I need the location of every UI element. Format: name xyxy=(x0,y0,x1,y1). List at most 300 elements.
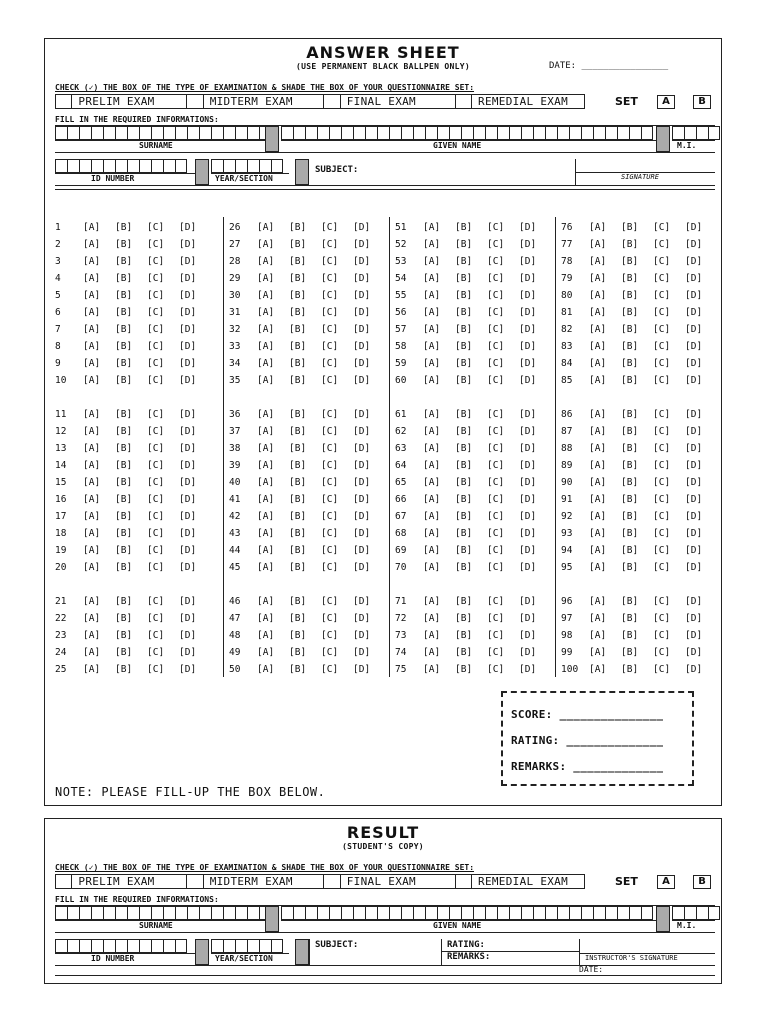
choice-bubble[interactable]: [C] xyxy=(321,460,339,471)
choice-bubble[interactable]: [C] xyxy=(487,324,505,335)
choice-bubble[interactable]: [C] xyxy=(321,256,339,267)
choice-bubble[interactable]: [D] xyxy=(685,358,703,369)
choice-bubble[interactable]: [D] xyxy=(685,239,703,250)
choice-bubble[interactable]: [C] xyxy=(147,494,165,505)
choice-bubble[interactable]: [B] xyxy=(455,528,473,539)
result-exam-checkbox-remedial[interactable] xyxy=(455,875,472,888)
choice-bubble[interactable]: [C] xyxy=(487,562,505,573)
result-surname-boxes[interactable] xyxy=(55,906,271,920)
choice-bubble[interactable]: [D] xyxy=(179,613,197,624)
choice-bubble[interactable]: [A] xyxy=(423,222,441,233)
choice-bubble[interactable]: [D] xyxy=(519,511,537,522)
choice-bubble[interactable]: [A] xyxy=(423,443,441,454)
set-box-b[interactable]: B xyxy=(693,95,711,109)
choice-bubble[interactable]: [D] xyxy=(353,630,371,641)
choice-bubble[interactable]: [C] xyxy=(147,647,165,658)
choice-bubble[interactable]: [B] xyxy=(289,528,307,539)
choice-bubble[interactable]: [A] xyxy=(423,630,441,641)
result-given-name-boxes[interactable] xyxy=(281,906,653,920)
choice-bubble[interactable]: [D] xyxy=(519,545,537,556)
choice-bubble[interactable]: [C] xyxy=(147,375,165,386)
exam-checkbox-prelim[interactable] xyxy=(56,95,72,108)
choice-bubble[interactable]: [A] xyxy=(423,409,441,420)
choice-bubble[interactable]: [D] xyxy=(179,511,197,522)
choice-bubble[interactable]: [C] xyxy=(487,426,505,437)
choice-bubble[interactable]: [A] xyxy=(589,256,607,267)
choice-bubble[interactable]: [A] xyxy=(83,460,101,471)
choice-bubble[interactable]: [D] xyxy=(519,358,537,369)
choice-bubble[interactable]: [B] xyxy=(289,426,307,437)
choice-bubble[interactable]: [D] xyxy=(353,647,371,658)
choice-bubble[interactable]: [C] xyxy=(653,222,671,233)
choice-bubble[interactable]: [C] xyxy=(487,596,505,607)
choice-bubble[interactable]: [A] xyxy=(423,256,441,267)
choice-bubble[interactable]: [A] xyxy=(83,307,101,318)
choice-bubble[interactable]: [A] xyxy=(589,664,607,675)
choice-bubble[interactable]: [C] xyxy=(487,545,505,556)
choice-bubble[interactable]: [A] xyxy=(589,409,607,420)
choice-bubble[interactable]: [B] xyxy=(621,324,639,335)
choice-bubble[interactable]: [C] xyxy=(147,630,165,641)
choice-bubble[interactable]: [B] xyxy=(455,358,473,369)
choice-bubble[interactable]: [D] xyxy=(179,324,197,335)
choice-bubble[interactable]: [B] xyxy=(455,290,473,301)
choice-bubble[interactable]: [C] xyxy=(147,664,165,675)
given-name-boxes[interactable] xyxy=(281,126,653,140)
choice-bubble[interactable]: [D] xyxy=(685,477,703,488)
choice-bubble[interactable]: [B] xyxy=(621,341,639,352)
choice-bubble[interactable]: [D] xyxy=(519,409,537,420)
choice-bubble[interactable]: [B] xyxy=(455,409,473,420)
choice-bubble[interactable]: [C] xyxy=(321,528,339,539)
choice-bubble[interactable]: [A] xyxy=(83,494,101,505)
choice-bubble[interactable]: [B] xyxy=(621,358,639,369)
remarks-field[interactable]: REMARKS: _____________ xyxy=(511,760,664,773)
choice-bubble[interactable]: [D] xyxy=(685,664,703,675)
choice-bubble[interactable]: [C] xyxy=(653,477,671,488)
choice-bubble[interactable]: [B] xyxy=(455,375,473,386)
choice-bubble[interactable]: [A] xyxy=(589,324,607,335)
choice-bubble[interactable]: [A] xyxy=(257,307,275,318)
choice-bubble[interactable]: [D] xyxy=(353,358,371,369)
choice-bubble[interactable]: [A] xyxy=(257,443,275,454)
choice-bubble[interactable]: [D] xyxy=(685,528,703,539)
choice-bubble[interactable]: [B] xyxy=(455,443,473,454)
choice-bubble[interactable]: [B] xyxy=(621,630,639,641)
choice-bubble[interactable]: [A] xyxy=(423,528,441,539)
choice-bubble[interactable]: [A] xyxy=(423,460,441,471)
choice-bubble[interactable]: [A] xyxy=(257,375,275,386)
choice-bubble[interactable]: [C] xyxy=(653,426,671,437)
choice-bubble[interactable]: [A] xyxy=(423,647,441,658)
choice-bubble[interactable]: [B] xyxy=(289,324,307,335)
choice-bubble[interactable]: [D] xyxy=(519,647,537,658)
choice-bubble[interactable]: [B] xyxy=(455,494,473,505)
choice-bubble[interactable]: [B] xyxy=(621,443,639,454)
choice-bubble[interactable]: [C] xyxy=(487,222,505,233)
id-number-boxes[interactable] xyxy=(55,159,187,173)
choice-bubble[interactable]: [B] xyxy=(289,409,307,420)
choice-bubble[interactable]: [C] xyxy=(487,613,505,624)
choice-bubble[interactable]: [B] xyxy=(289,307,307,318)
choice-bubble[interactable]: [C] xyxy=(147,528,165,539)
choice-bubble[interactable]: [A] xyxy=(83,545,101,556)
choice-bubble[interactable]: [A] xyxy=(589,358,607,369)
choice-bubble[interactable]: [C] xyxy=(653,409,671,420)
choice-bubble[interactable]: [D] xyxy=(353,494,371,505)
choice-bubble[interactable]: [A] xyxy=(257,613,275,624)
choice-bubble[interactable]: [C] xyxy=(653,341,671,352)
choice-bubble[interactable]: [A] xyxy=(257,273,275,284)
choice-bubble[interactable]: [B] xyxy=(621,239,639,250)
choice-bubble[interactable]: [B] xyxy=(115,545,133,556)
choice-bubble[interactable]: [A] xyxy=(83,239,101,250)
choice-bubble[interactable]: [A] xyxy=(423,511,441,522)
choice-bubble[interactable]: [B] xyxy=(621,460,639,471)
choice-bubble[interactable]: [A] xyxy=(257,596,275,607)
choice-bubble[interactable]: [D] xyxy=(353,324,371,335)
choice-bubble[interactable]: [B] xyxy=(115,290,133,301)
choice-bubble[interactable]: [D] xyxy=(353,273,371,284)
choice-bubble[interactable]: [D] xyxy=(519,341,537,352)
choice-bubble[interactable]: [A] xyxy=(83,528,101,539)
year-section-boxes[interactable] xyxy=(211,159,283,173)
choice-bubble[interactable]: [C] xyxy=(653,613,671,624)
choice-bubble[interactable]: [C] xyxy=(147,562,165,573)
choice-bubble[interactable]: [D] xyxy=(519,239,537,250)
choice-bubble[interactable]: [D] xyxy=(179,477,197,488)
choice-bubble[interactable]: [A] xyxy=(589,494,607,505)
choice-bubble[interactable]: [D] xyxy=(685,562,703,573)
choice-bubble[interactable]: [A] xyxy=(589,443,607,454)
choice-bubble[interactable]: [A] xyxy=(589,562,607,573)
choice-bubble[interactable]: [D] xyxy=(519,494,537,505)
choice-bubble[interactable]: [C] xyxy=(653,460,671,471)
result-exam-checkbox-midterm[interactable] xyxy=(187,875,203,888)
choice-bubble[interactable]: [A] xyxy=(589,596,607,607)
choice-bubble[interactable]: [B] xyxy=(115,222,133,233)
choice-bubble[interactable]: [B] xyxy=(455,613,473,624)
choice-bubble[interactable]: [A] xyxy=(257,545,275,556)
choice-bubble[interactable]: [C] xyxy=(321,494,339,505)
result-mi-boxes[interactable] xyxy=(672,906,720,920)
choice-bubble[interactable]: [A] xyxy=(257,239,275,250)
choice-bubble[interactable]: [A] xyxy=(423,307,441,318)
choice-bubble[interactable]: [B] xyxy=(621,545,639,556)
choice-bubble[interactable]: [B] xyxy=(115,239,133,250)
choice-bubble[interactable]: [D] xyxy=(519,426,537,437)
exam-checkbox-midterm[interactable] xyxy=(187,95,203,108)
choice-bubble[interactable]: [B] xyxy=(455,647,473,658)
choice-bubble[interactable]: [A] xyxy=(257,341,275,352)
choice-bubble[interactable]: [A] xyxy=(423,545,441,556)
choice-bubble[interactable]: [B] xyxy=(621,647,639,658)
choice-bubble[interactable]: [A] xyxy=(257,409,275,420)
choice-bubble[interactable]: [B] xyxy=(455,460,473,471)
choice-bubble[interactable]: [A] xyxy=(83,562,101,573)
choice-bubble[interactable]: [A] xyxy=(83,341,101,352)
choice-bubble[interactable]: [D] xyxy=(519,375,537,386)
choice-bubble[interactable]: [D] xyxy=(179,562,197,573)
choice-bubble[interactable]: [C] xyxy=(321,222,339,233)
choice-bubble[interactable]: [B] xyxy=(115,494,133,505)
choice-bubble[interactable]: [B] xyxy=(621,222,639,233)
choice-bubble[interactable]: [D] xyxy=(353,528,371,539)
choice-bubble[interactable]: [B] xyxy=(289,256,307,267)
choice-bubble[interactable]: [C] xyxy=(321,664,339,675)
choice-bubble[interactable]: [B] xyxy=(621,477,639,488)
choice-bubble[interactable]: [B] xyxy=(289,630,307,641)
choice-bubble[interactable]: [C] xyxy=(653,375,671,386)
choice-bubble[interactable]: [D] xyxy=(353,664,371,675)
choice-bubble[interactable]: [C] xyxy=(653,358,671,369)
choice-bubble[interactable]: [C] xyxy=(653,511,671,522)
choice-bubble[interactable]: [A] xyxy=(83,375,101,386)
choice-bubble[interactable]: [C] xyxy=(487,307,505,318)
choice-bubble[interactable]: [A] xyxy=(257,477,275,488)
choice-bubble[interactable]: [D] xyxy=(685,511,703,522)
choice-bubble[interactable]: [A] xyxy=(589,477,607,488)
choice-bubble[interactable]: [D] xyxy=(685,630,703,641)
choice-bubble[interactable]: [B] xyxy=(621,375,639,386)
choice-bubble[interactable]: [A] xyxy=(589,307,607,318)
choice-bubble[interactable]: [B] xyxy=(115,324,133,335)
choice-bubble[interactable]: [A] xyxy=(83,222,101,233)
choice-bubble[interactable]: [A] xyxy=(423,664,441,675)
choice-bubble[interactable]: [C] xyxy=(147,443,165,454)
choice-bubble[interactable]: [B] xyxy=(115,426,133,437)
choice-bubble[interactable]: [C] xyxy=(487,341,505,352)
choice-bubble[interactable]: [A] xyxy=(83,358,101,369)
choice-bubble[interactable]: [C] xyxy=(487,630,505,641)
choice-bubble[interactable]: [B] xyxy=(289,239,307,250)
choice-bubble[interactable]: [B] xyxy=(115,630,133,641)
choice-bubble[interactable]: [A] xyxy=(83,613,101,624)
choice-bubble[interactable]: [D] xyxy=(179,494,197,505)
choice-bubble[interactable]: [A] xyxy=(83,511,101,522)
choice-bubble[interactable]: [D] xyxy=(519,307,537,318)
choice-bubble[interactable]: [B] xyxy=(115,528,133,539)
choice-bubble[interactable]: [D] xyxy=(353,545,371,556)
choice-bubble[interactable]: [D] xyxy=(353,239,371,250)
choice-bubble[interactable]: [C] xyxy=(321,630,339,641)
choice-bubble[interactable]: [A] xyxy=(257,256,275,267)
choice-bubble[interactable]: [B] xyxy=(455,630,473,641)
choice-bubble[interactable]: [A] xyxy=(83,596,101,607)
choice-bubble[interactable]: [B] xyxy=(289,647,307,658)
choice-bubble[interactable]: [C] xyxy=(321,477,339,488)
choice-bubble[interactable]: [D] xyxy=(179,375,197,386)
choice-bubble[interactable]: [B] xyxy=(621,562,639,573)
choice-bubble[interactable]: [A] xyxy=(423,596,441,607)
choice-bubble[interactable]: [D] xyxy=(179,545,197,556)
choice-bubble[interactable]: [A] xyxy=(589,375,607,386)
choice-bubble[interactable]: [A] xyxy=(423,341,441,352)
choice-bubble[interactable]: [D] xyxy=(519,290,537,301)
choice-bubble[interactable]: [B] xyxy=(455,511,473,522)
choice-bubble[interactable]: [B] xyxy=(455,273,473,284)
choice-bubble[interactable]: [C] xyxy=(321,239,339,250)
choice-bubble[interactable]: [A] xyxy=(83,647,101,658)
choice-bubble[interactable]: [C] xyxy=(487,494,505,505)
choice-bubble[interactable]: [C] xyxy=(487,273,505,284)
choice-bubble[interactable]: [B] xyxy=(289,443,307,454)
choice-bubble[interactable]: [B] xyxy=(621,528,639,539)
choice-bubble[interactable]: [C] xyxy=(653,256,671,267)
choice-bubble[interactable]: [C] xyxy=(487,239,505,250)
choice-bubble[interactable]: [C] xyxy=(653,562,671,573)
choice-bubble[interactable]: [A] xyxy=(257,630,275,641)
choice-bubble[interactable]: [B] xyxy=(115,375,133,386)
choice-bubble[interactable]: [D] xyxy=(685,324,703,335)
choice-bubble[interactable]: [A] xyxy=(589,290,607,301)
choice-bubble[interactable]: [B] xyxy=(455,562,473,573)
choice-bubble[interactable]: [B] xyxy=(455,256,473,267)
choice-bubble[interactable]: [A] xyxy=(589,545,607,556)
choice-bubble[interactable]: [C] xyxy=(487,256,505,267)
choice-bubble[interactable]: [C] xyxy=(321,341,339,352)
result-set-box-b[interactable]: B xyxy=(693,875,711,889)
choice-bubble[interactable]: [B] xyxy=(455,341,473,352)
choice-bubble[interactable]: [C] xyxy=(487,409,505,420)
choice-bubble[interactable]: [C] xyxy=(321,562,339,573)
choice-bubble[interactable]: [C] xyxy=(147,239,165,250)
choice-bubble[interactable]: [D] xyxy=(179,664,197,675)
choice-bubble[interactable]: [C] xyxy=(653,273,671,284)
choice-bubble[interactable]: [A] xyxy=(83,324,101,335)
choice-bubble[interactable]: [B] xyxy=(455,545,473,556)
choice-bubble[interactable]: [A] xyxy=(257,324,275,335)
choice-bubble[interactable]: [C] xyxy=(653,545,671,556)
choice-bubble[interactable]: [A] xyxy=(589,613,607,624)
choice-bubble[interactable]: [B] xyxy=(115,664,133,675)
choice-bubble[interactable]: [A] xyxy=(589,528,607,539)
choice-bubble[interactable]: [C] xyxy=(147,477,165,488)
choice-bubble[interactable]: [D] xyxy=(353,375,371,386)
choice-bubble[interactable]: [B] xyxy=(455,664,473,675)
choice-bubble[interactable]: [C] xyxy=(653,596,671,607)
choice-bubble[interactable]: [C] xyxy=(487,647,505,658)
choice-bubble[interactable]: [B] xyxy=(621,426,639,437)
choice-bubble[interactable]: [D] xyxy=(519,273,537,284)
choice-bubble[interactable]: [C] xyxy=(321,273,339,284)
choice-bubble[interactable]: [C] xyxy=(487,664,505,675)
rating-field[interactable]: RATING: ______________ xyxy=(511,734,664,747)
choice-bubble[interactable]: [D] xyxy=(353,256,371,267)
choice-bubble[interactable]: [D] xyxy=(179,222,197,233)
choice-bubble[interactable]: [D] xyxy=(519,664,537,675)
choice-bubble[interactable]: [D] xyxy=(685,460,703,471)
choice-bubble[interactable]: [B] xyxy=(289,290,307,301)
choice-bubble[interactable]: [C] xyxy=(147,426,165,437)
choice-bubble[interactable]: [C] xyxy=(487,375,505,386)
choice-bubble[interactable]: [D] xyxy=(179,528,197,539)
choice-bubble[interactable]: [D] xyxy=(685,613,703,624)
choice-bubble[interactable]: [C] xyxy=(653,239,671,250)
choice-bubble[interactable]: [D] xyxy=(353,613,371,624)
choice-bubble[interactable]: [B] xyxy=(115,409,133,420)
choice-bubble[interactable]: [A] xyxy=(83,426,101,437)
choice-bubble[interactable]: [B] xyxy=(621,596,639,607)
choice-bubble[interactable]: [C] xyxy=(487,358,505,369)
choice-bubble[interactable]: [A] xyxy=(423,375,441,386)
choice-bubble[interactable]: [D] xyxy=(685,426,703,437)
choice-bubble[interactable]: [A] xyxy=(423,494,441,505)
choice-bubble[interactable]: [B] xyxy=(455,596,473,607)
choice-bubble[interactable]: [D] xyxy=(353,562,371,573)
choice-bubble[interactable]: [C] xyxy=(653,307,671,318)
choice-bubble[interactable]: [D] xyxy=(179,460,197,471)
choice-bubble[interactable]: [A] xyxy=(257,222,275,233)
choice-bubble[interactable]: [B] xyxy=(621,664,639,675)
choice-bubble[interactable]: [D] xyxy=(519,256,537,267)
choice-bubble[interactable]: [A] xyxy=(423,477,441,488)
score-field[interactable]: SCORE: _______________ xyxy=(511,708,664,721)
choice-bubble[interactable]: [D] xyxy=(519,562,537,573)
choice-bubble[interactable]: [A] xyxy=(423,426,441,437)
choice-bubble[interactable]: [D] xyxy=(519,324,537,335)
choice-bubble[interactable]: [D] xyxy=(179,358,197,369)
choice-bubble[interactable]: [A] xyxy=(257,647,275,658)
choice-bubble[interactable]: [D] xyxy=(179,409,197,420)
choice-bubble[interactable]: [A] xyxy=(83,630,101,641)
choice-bubble[interactable]: [D] xyxy=(179,426,197,437)
choice-bubble[interactable]: [D] xyxy=(179,307,197,318)
choice-bubble[interactable]: [B] xyxy=(115,647,133,658)
choice-bubble[interactable]: [B] xyxy=(289,545,307,556)
choice-bubble[interactable]: [D] xyxy=(179,630,197,641)
choice-bubble[interactable]: [D] xyxy=(353,409,371,420)
choice-bubble[interactable]: [A] xyxy=(589,460,607,471)
choice-bubble[interactable]: [C] xyxy=(147,341,165,352)
choice-bubble[interactable]: [B] xyxy=(621,494,639,505)
choice-bubble[interactable]: [D] xyxy=(179,596,197,607)
choice-bubble[interactable]: [D] xyxy=(685,273,703,284)
choice-bubble[interactable]: [B] xyxy=(289,511,307,522)
choice-bubble[interactable]: [B] xyxy=(455,477,473,488)
choice-bubble[interactable]: [B] xyxy=(115,613,133,624)
choice-bubble[interactable]: [A] xyxy=(257,358,275,369)
choice-bubble[interactable]: [C] xyxy=(321,409,339,420)
choice-bubble[interactable]: [B] xyxy=(289,341,307,352)
choice-bubble[interactable]: [A] xyxy=(589,341,607,352)
choice-bubble[interactable]: [C] xyxy=(321,324,339,335)
choice-bubble[interactable]: [D] xyxy=(685,596,703,607)
choice-bubble[interactable]: [C] xyxy=(321,426,339,437)
choice-bubble[interactable]: [C] xyxy=(321,358,339,369)
choice-bubble[interactable]: [B] xyxy=(115,358,133,369)
choice-bubble[interactable]: [B] xyxy=(621,307,639,318)
choice-bubble[interactable]: [D] xyxy=(353,460,371,471)
choice-bubble[interactable]: [B] xyxy=(115,477,133,488)
choice-bubble[interactable]: [D] xyxy=(685,256,703,267)
choice-bubble[interactable]: [B] xyxy=(289,358,307,369)
choice-bubble[interactable]: [D] xyxy=(179,290,197,301)
choice-bubble[interactable]: [C] xyxy=(147,256,165,267)
choice-bubble[interactable]: [C] xyxy=(321,375,339,386)
choice-bubble[interactable]: [D] xyxy=(519,460,537,471)
choice-bubble[interactable]: [A] xyxy=(423,613,441,624)
choice-bubble[interactable]: [D] xyxy=(685,409,703,420)
choice-bubble[interactable]: [A] xyxy=(257,562,275,573)
choice-bubble[interactable]: [A] xyxy=(589,511,607,522)
choice-bubble[interactable]: [D] xyxy=(353,222,371,233)
choice-bubble[interactable]: [D] xyxy=(685,307,703,318)
choice-bubble[interactable]: [B] xyxy=(115,443,133,454)
choice-bubble[interactable]: [C] xyxy=(147,409,165,420)
result-exam-checkbox-final[interactable] xyxy=(324,875,340,888)
choice-bubble[interactable]: [A] xyxy=(257,528,275,539)
